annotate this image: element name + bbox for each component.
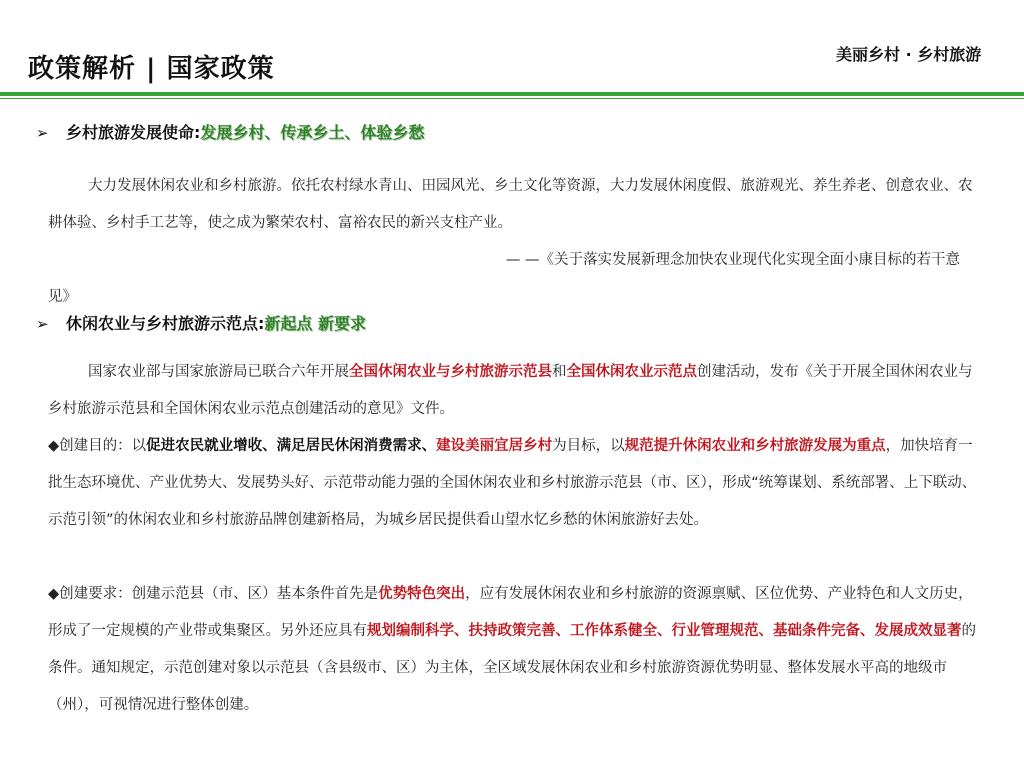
text-run: 国家农业部与国家旅游局已联合六年开展 [88,364,349,380]
text-run: 的条件。通知规定，示范创建对象以示范县（含县级市、区）为主体，全区域发展休闲农业和乡村旅游资源优势明显、整体发展水平高的地级市（州），可视情况进行整体创建。 [48,623,976,713]
emphasis-text: 规范提升休闲农业和乡村旅游发展为重点 [624,438,886,454]
demo-intro-paragraph [48,354,978,428]
text-run: ，加快培育一批生态环境优、产业优势大、发展势头好、示范带动能力强的全国休闲农业和乡村旅游示范县（市、区），形成“统筹谋划、系统部署、上下联动、示范引领”的休闲农业和乡村旅游品牌创建新格局，为城乡居民提供看山望水忆乡愁的休闲旅游好去处。 [48,438,977,528]
text-run: 为目标，以 [552,438,625,454]
bold-text: 促进农民就业增收、满足居民休闲消费需求、 [146,438,437,454]
section-heading-demo [36,311,366,334]
header-divider-thin [0,98,1024,99]
requirements-paragraph [48,576,978,724]
section-highlight: 发展乡村、传承乡土、体验乡愁 [200,123,425,142]
emphasis-text: 全国休闲农业示范点 [566,364,697,380]
header [0,0,1024,100]
section-highlight: 新起点 新要求 [264,314,366,333]
purpose-paragraph [48,428,978,539]
emphasis-text: 建设美丽宜居乡村 [436,438,553,454]
page-title: 政策解析 | 国家政策 [28,54,275,84]
text-run: 和 [552,364,567,380]
arrow-bullet-icon: ➢ [36,315,49,333]
citation-line-end: 见》 [48,289,77,305]
section-label: 乡村旅游发展使命: [66,123,201,142]
emphasis-text: 优势特色突出 [378,586,466,602]
citation-line: — —《关于落实发展新理念加快农业现代化实现全面小康目标的若干意 [505,252,960,268]
header-divider [0,92,1024,96]
text-run: ，应有发展休闲农业和乡村旅游的资源禀赋、区位优势、产业特色和人文历史，形成了一定规模的产业带或集聚区。另外还应具有 [48,586,973,639]
emphasis-text: 全国休闲农业与乡村旅游示范县 [349,364,552,380]
mission-text: 大力发展休闲农业和乡村旅游。依托农村绿水青山、田园风光、乡土文化等资源，大力发展休闲度假、旅游观光、养生养老、创意农业、农耕体验、乡村手工艺等，使之成为繁荣农村、富裕农民的新兴支柱产业。 [48,178,973,231]
emphasis-text: 规划编制科学、扶持政策完善、工作体系健全、行业管理规范、基础条件完备、发展成效显著 [367,623,962,639]
arrow-bullet-icon: ➢ [36,124,49,142]
brand-label: 美丽乡村 · 乡村旅游 [836,45,982,64]
section-heading-mission [36,120,424,143]
mission-paragraph [48,168,978,242]
text-run: 创建活动，发布《关于开展全国休闲农业与乡村旅游示范县和全国休闲农业示范点创建活动的意见》文件。 [48,364,973,417]
text-run: ◆创建目的：以 [48,438,147,454]
text-run: ◆创建要求：创建示范县（市、区）基本条件首先是 [48,586,379,602]
citation [48,242,968,316]
section-label: 休闲农业与乡村旅游示范点: [66,314,265,333]
